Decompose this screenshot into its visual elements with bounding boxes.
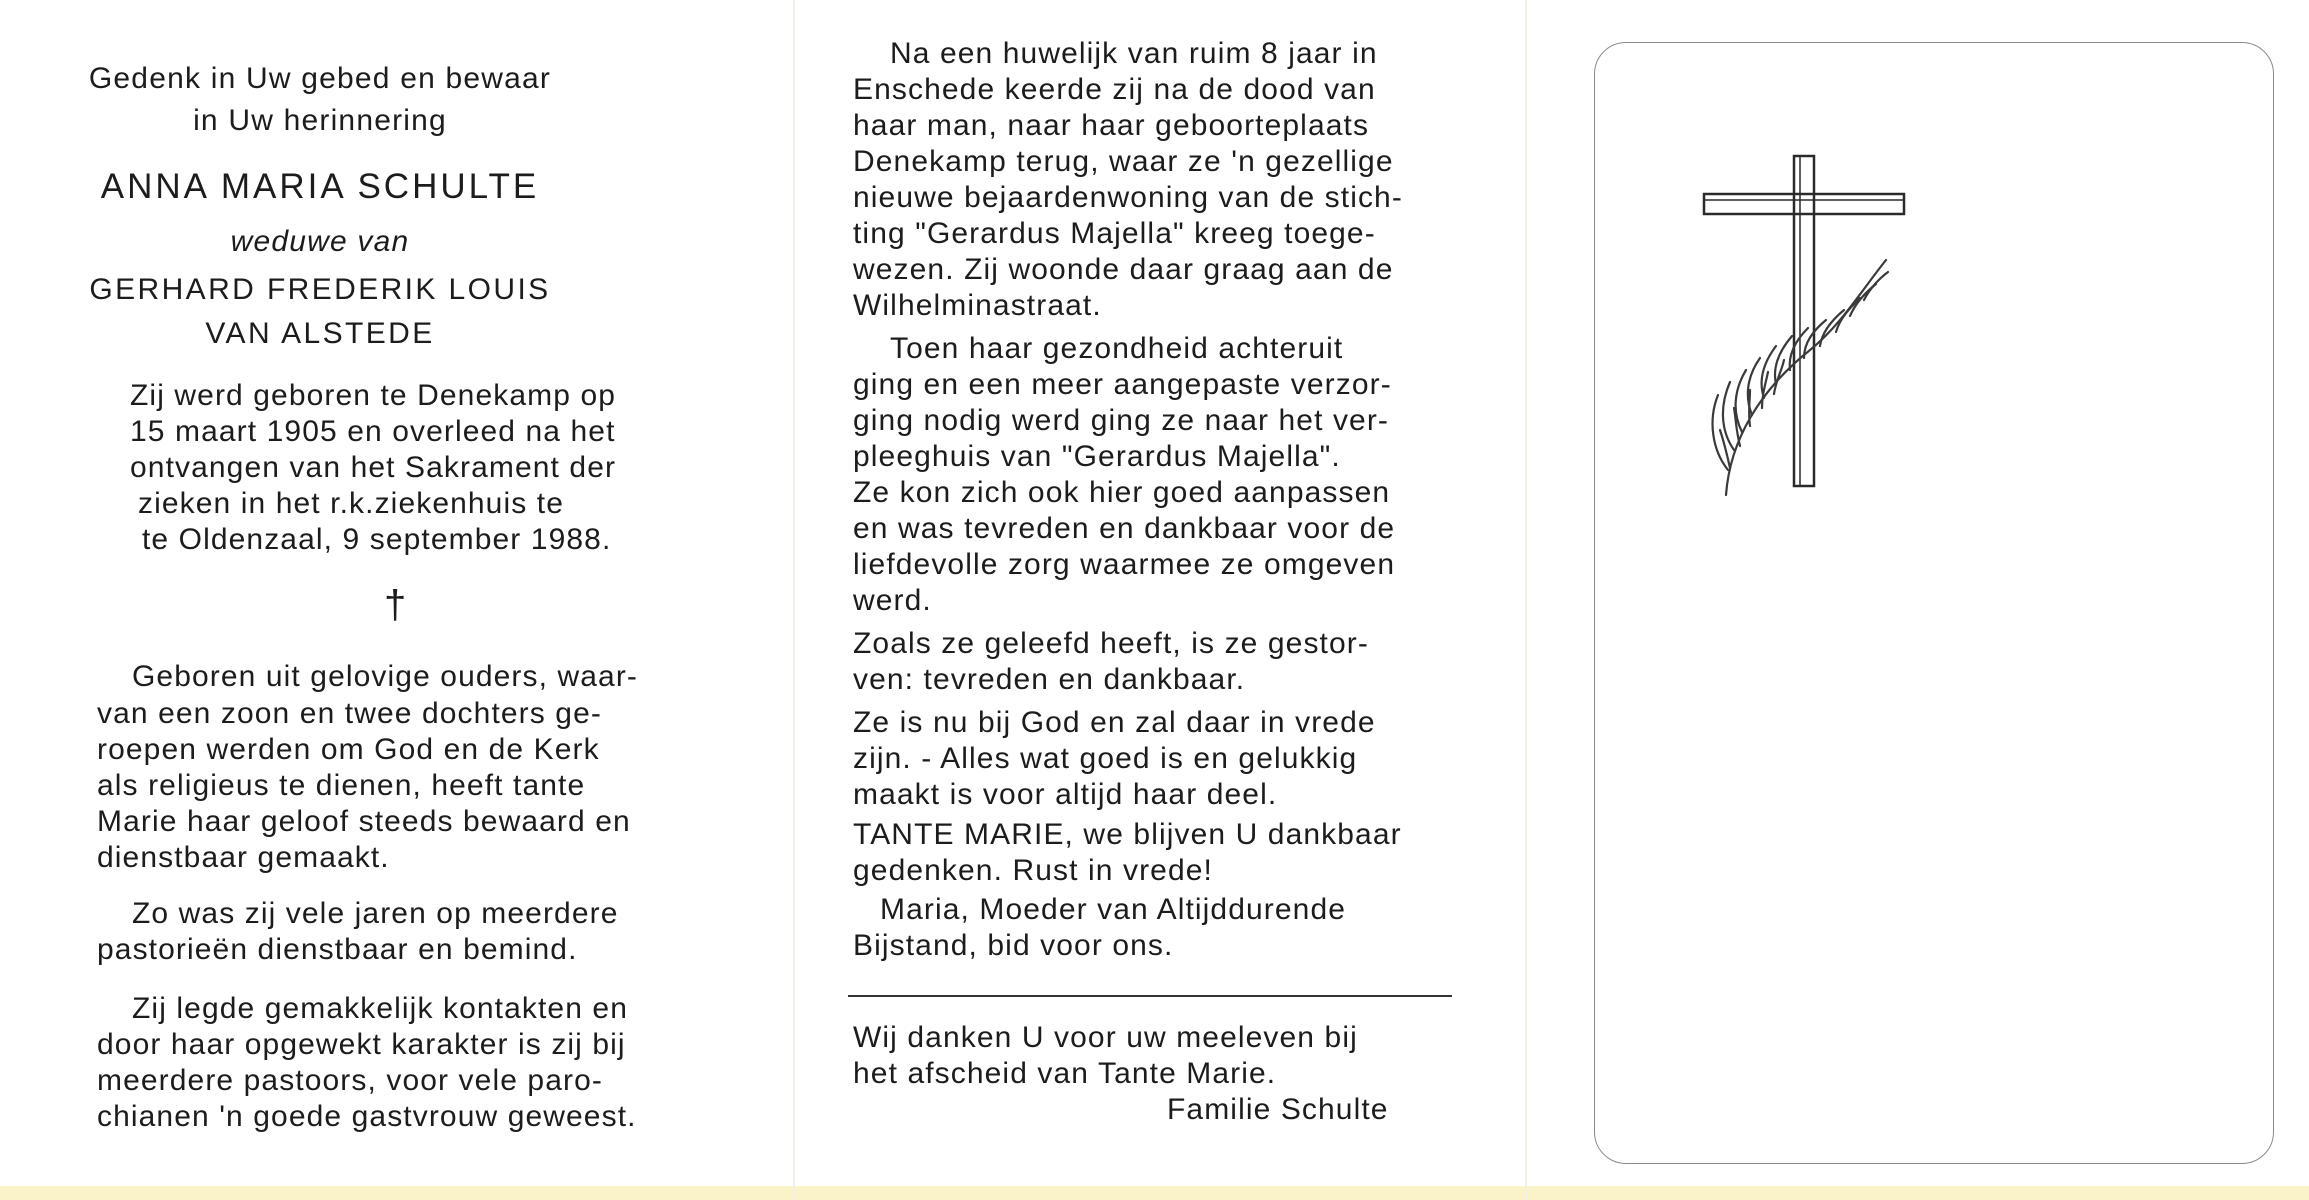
spouse-line-2: VAN ALSTEDE bbox=[205, 317, 435, 350]
left-page bbox=[0, 0, 790, 1200]
text-line: Geboren uit gelovige ouders, waar- bbox=[132, 660, 639, 693]
text-line: door haar opgewekt karakter is zij bij bbox=[97, 1028, 626, 1061]
text-line: maakt is voor altijd haar deel. bbox=[853, 778, 1278, 811]
text-line: Zij werd geboren te Denekamp op bbox=[130, 379, 617, 412]
text-line: pleeghuis van "Gerardus Majella". bbox=[853, 440, 1341, 473]
text-line: zijn. - Alles wat goed is en gelukkig bbox=[853, 742, 1358, 775]
text-line: pastorieën dienstbaar en bemind. bbox=[97, 933, 578, 966]
text-line: dienstbaar gemaakt. bbox=[97, 841, 390, 874]
text-line: ting "Gerardus Majella" kreeg toege- bbox=[853, 217, 1376, 250]
divider bbox=[848, 995, 1452, 997]
text-line: Toen haar gezondheid achteruit bbox=[890, 332, 1344, 365]
text-line: Wij danken U voor uw meeleven bij bbox=[853, 1021, 1358, 1054]
text-line: Enschede keerde zij na de dood van bbox=[853, 73, 1376, 106]
text-line: en was tevreden en dankbaar voor de bbox=[853, 512, 1396, 545]
text-line: Maria, Moeder van Altijddurende bbox=[880, 893, 1347, 926]
text-line: roepen werden om God en de Kerk bbox=[97, 733, 600, 766]
text-line: liefdevolle zorg waarmee ze omgeven bbox=[853, 548, 1396, 581]
text-line: ging nodig werd ging ze naar het ver- bbox=[853, 404, 1390, 437]
text-line: het afscheid van Tante Marie. bbox=[853, 1057, 1277, 1090]
signature: Familie Schulte bbox=[1167, 1093, 1389, 1126]
text-line: ontvangen van het Sakrament der bbox=[130, 451, 617, 484]
text-line: wezen. Zij woonde daar graag aan de bbox=[853, 253, 1394, 286]
text-line: nieuwe bejaardenwoning van de stich- bbox=[853, 181, 1403, 214]
text-line: Zij legde gemakkelijk kontakten en bbox=[132, 992, 628, 1025]
text-line: zieken in het r.k.ziekenhuis te bbox=[138, 487, 564, 520]
text-line: Bijstand, bid voor ons. bbox=[853, 929, 1174, 962]
text-line: haar man, naar haar geboorteplaats bbox=[853, 109, 1370, 142]
text-line: te Oldenzaal, 9 september 1988. bbox=[142, 523, 612, 556]
text-line: ging en een meer aangepaste verzor- bbox=[853, 368, 1392, 401]
spouse-line-1: GERHARD FREDERIK LOUIS bbox=[89, 273, 551, 306]
widow-of: weduwe van bbox=[230, 225, 410, 258]
text-line: Zoals ze geleefd heeft, is ze gestor- bbox=[853, 627, 1369, 660]
fold-line-left bbox=[793, 0, 795, 1200]
text-line: Ze is nu bij God en zal daar in vrede bbox=[853, 706, 1376, 739]
text-line: meerdere pastoors, voor vele paro- bbox=[97, 1064, 603, 1097]
text-line: werd. bbox=[853, 584, 932, 617]
header-line-1: Gedenk in Uw gebed en bewaar bbox=[88, 62, 552, 95]
text-line: gedenken. Rust in vrede! bbox=[853, 854, 1213, 887]
cross-with-palm-branch-icon bbox=[1690, 150, 1930, 500]
text-line: van een zoon en twee dochters ge- bbox=[97, 697, 602, 730]
fold-line-right bbox=[1525, 0, 1527, 1200]
text-line: ven: tevreden en dankbaar. bbox=[853, 663, 1246, 696]
text-line: Denekamp terug, waar ze 'n gezellige bbox=[853, 145, 1394, 178]
deceased-name: ANNA MARIA SCHULTE bbox=[100, 167, 540, 206]
text-line: Na een huwelijk van ruim 8 jaar in bbox=[890, 37, 1378, 70]
cross-symbol: † bbox=[384, 583, 408, 627]
text-line: Marie haar geloof steeds bewaard en bbox=[97, 805, 631, 838]
text-line: 15 maart 1905 en overleed na het bbox=[130, 415, 616, 448]
text-line: Wilhelminastraat. bbox=[853, 289, 1102, 322]
text-line: Zo was zij vele jaren op meerdere bbox=[132, 897, 619, 930]
header-line-2: in Uw herinnering bbox=[193, 104, 447, 137]
text-line: Ze kon zich ook hier goed aanpassen bbox=[853, 476, 1391, 509]
text-line: als religieus te dienen, heeft tante bbox=[97, 769, 586, 802]
text-line: TANTE MARIE, we blijven U dankbaar bbox=[853, 818, 1402, 851]
text-line: chianen 'n goede gastvrouw geweest. bbox=[97, 1100, 637, 1133]
